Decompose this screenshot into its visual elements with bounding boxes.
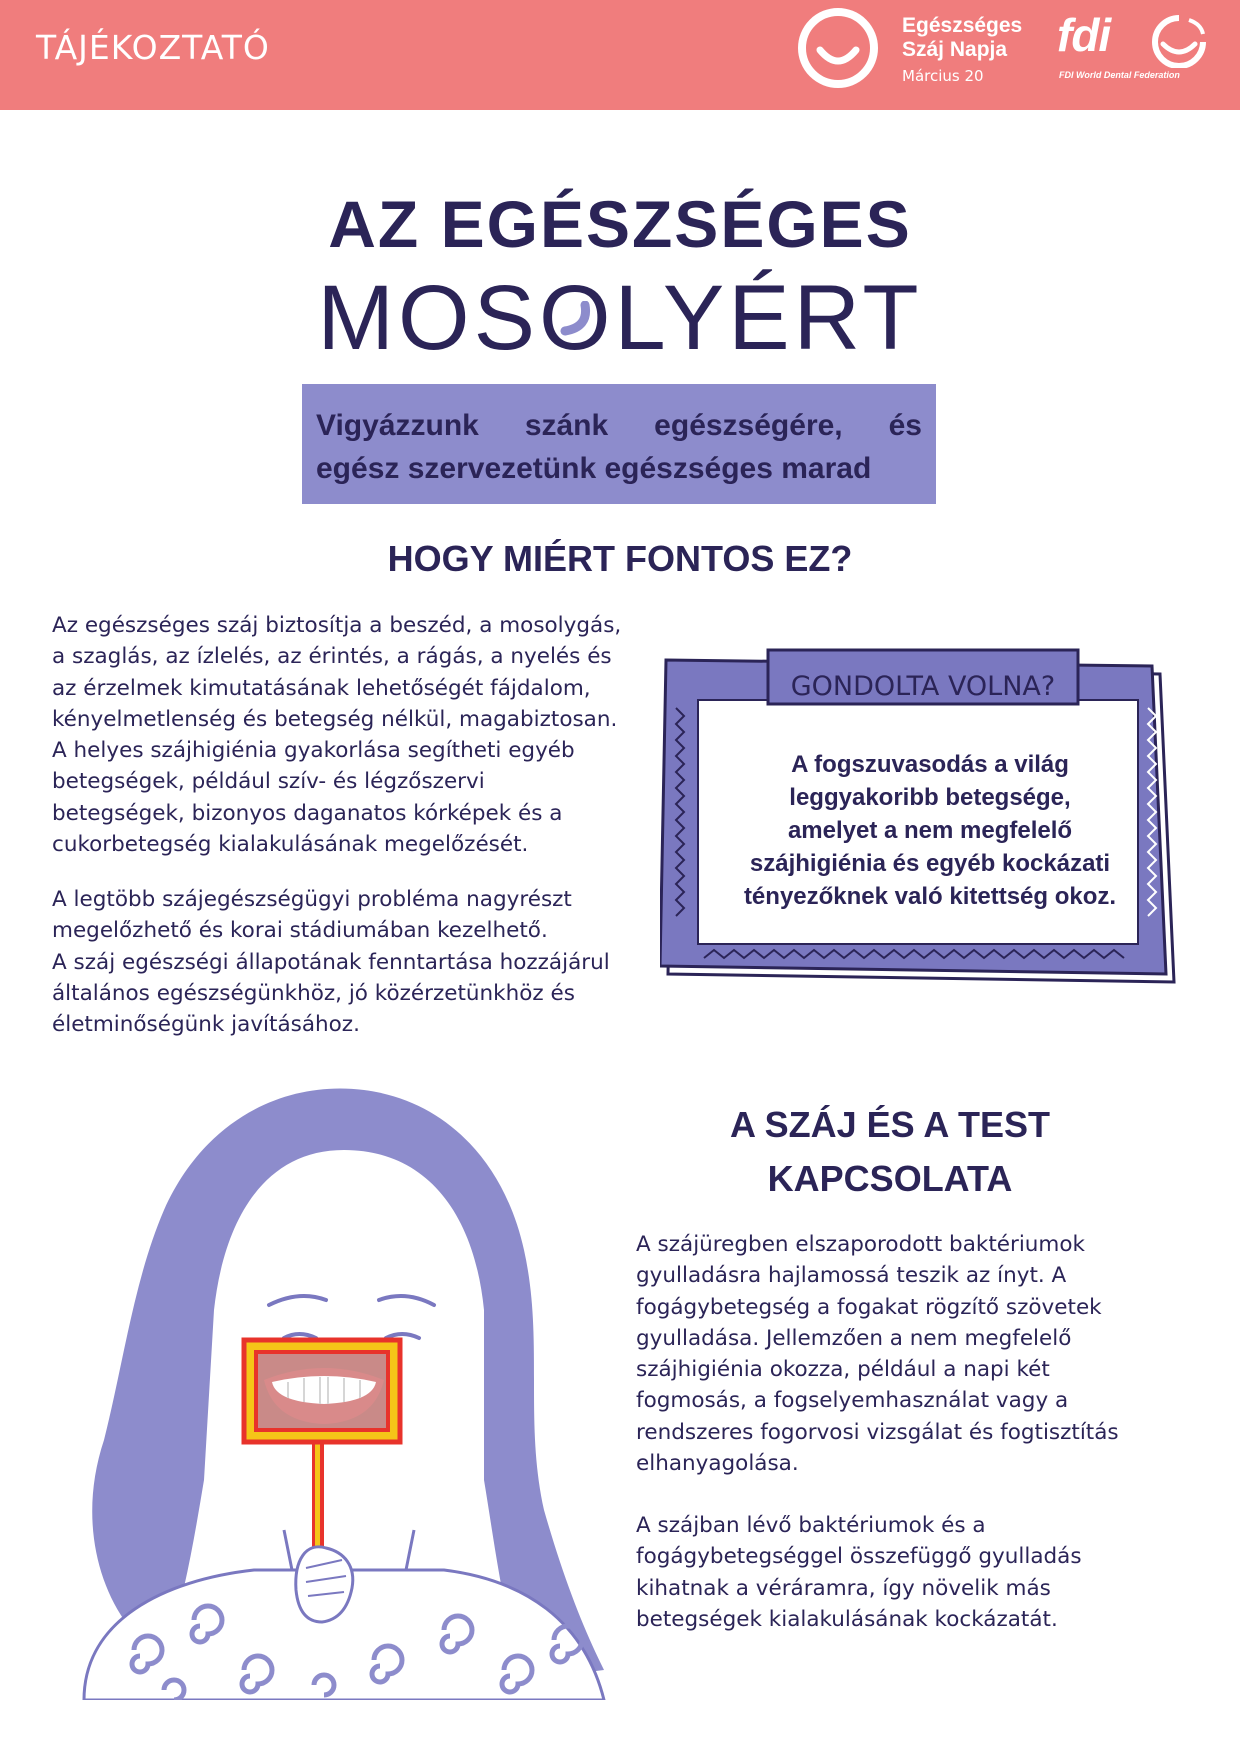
title-part1: MOS [317,267,539,369]
smile-logo-icon [796,6,880,90]
why-paragraph-1 [52,610,621,860]
fdi-logo-text: fdi [1057,9,1111,61]
woman-holding-smile-sign-illustration [44,1060,624,1700]
text-line: A legtöbb szájegészségügyi probléma nagyrészt [52,887,572,912]
text-line: A fogszuvasodás a világ [791,751,1069,778]
fdi-logo [1057,8,1219,88]
text-line: gyulladásra hajlamossá teszik az ínyt. A [636,1263,1067,1289]
text-line: fogmosás, a fogselyemhasználat vagy a [636,1388,1069,1414]
text-line: életminőségünk javításához. [52,1012,360,1038]
text-line: elhanyagolása. [636,1451,799,1477]
why-paragraph-2 [52,884,610,1040]
heading-line: A SZÁJ ÉS A TEST [729,1104,1051,1145]
text-line: A száj egészségi állapotának fenntartása hozzájárul [52,949,610,975]
mouth-body-paragraph-1 [636,1229,1119,1479]
text-line: a szaglás, az ízlelés, az érintés, a rágás, a nyelés és [52,644,612,670]
title-part2: LYÉRT [614,267,923,369]
text-line: megelőzhető és korai stádiumában kezelhető. [52,918,548,944]
text-line: betegségek kialakulásának kockázatát. [636,1606,1058,1632]
text-line: A szájban lévő baktériumok és a [636,1513,986,1538]
slogan-line: Vigyázzunk szánk egészségére, és [316,409,922,442]
heading-line: KAPCSOLATA [767,1158,1013,1199]
text-line: kényelmetlenség és betegség nélkül, magabiztosan. [52,706,618,732]
page-title-line1: AZ EGÉSZSÉGES [328,187,912,261]
text-line: szájhigiénia és egyéb kockázati [749,850,1111,877]
slogan-line: egész szervezetünk egészséges marad [316,452,872,485]
event-logo-text [902,14,1022,88]
text-line: A helyes szájhigiénia gyakorlása segítheti egyéb [52,738,575,764]
text-line: az érzelmek kimutatásának lehetőségét fájdalom, [52,675,591,701]
event-name-line1: Egészséges [902,14,1023,37]
smile-accent-icon [555,301,595,341]
mouth-body-paragraph-2 [636,1510,1082,1635]
did-you-know-text [700,748,1160,913]
text-line: betegségek, bizonyos daganatos kórképek és a [52,800,563,826]
text-line: fogágybetegséggel összefüggő gyulladás [636,1544,1082,1570]
event-date: Március 20 [902,67,984,85]
text-line: betegségek, például szív- és légzőszervi [52,769,485,795]
text-line: tényezőknek való kitettség okoz. [743,883,1117,910]
text-line: A szájüregben elszaporodott baktériumok [636,1232,1085,1257]
did-you-know-title: GONDOLTA VOLNA? [790,671,1056,702]
text-line: rendszeres fogorvosi vizsgálat és fogtisztítás [636,1419,1119,1445]
fdi-subtitle: FDI World Dental Federation [1059,70,1180,80]
title-o-letter: O [538,267,615,369]
title-smile-o [539,267,615,369]
section-heading-mouth-body [700,1098,1080,1206]
slogan-text [316,404,922,490]
text-line: általános egészségünkhöz, jó közérzetünkhöz és [52,980,575,1006]
fdi-smile-icon [1149,14,1209,68]
section-heading-why: HOGY MIÉRT FONTOS EZ? [387,538,853,579]
text-line: amelyet a nem megfelelő [787,817,1073,844]
event-name-line2: Száj Napja [902,38,1008,61]
text-line: gyulladása. Jellemzően a nem megfelelő [636,1325,1072,1351]
header-bar [0,0,1240,110]
text-line: szájhigiénia okozza, például a napi két [636,1357,1050,1383]
text-line: fogágybetegség a fogakat rögzítő szövetek [636,1294,1102,1320]
document-type-label: TÁJÉKOZTATÓ [36,28,270,67]
text-line: cukorbetegség kialakulásának megelőzését. [52,832,529,858]
text-line: Az egészséges száj biztosítja a beszéd, a mosolygás, [52,613,622,638]
slogan-banner [302,384,936,504]
text-line: kihatnak a véráramra, így növelik más [636,1575,1051,1601]
page-title-line2 [0,268,1240,368]
text-line: leggyakoribb betegsége, [789,784,1071,811]
